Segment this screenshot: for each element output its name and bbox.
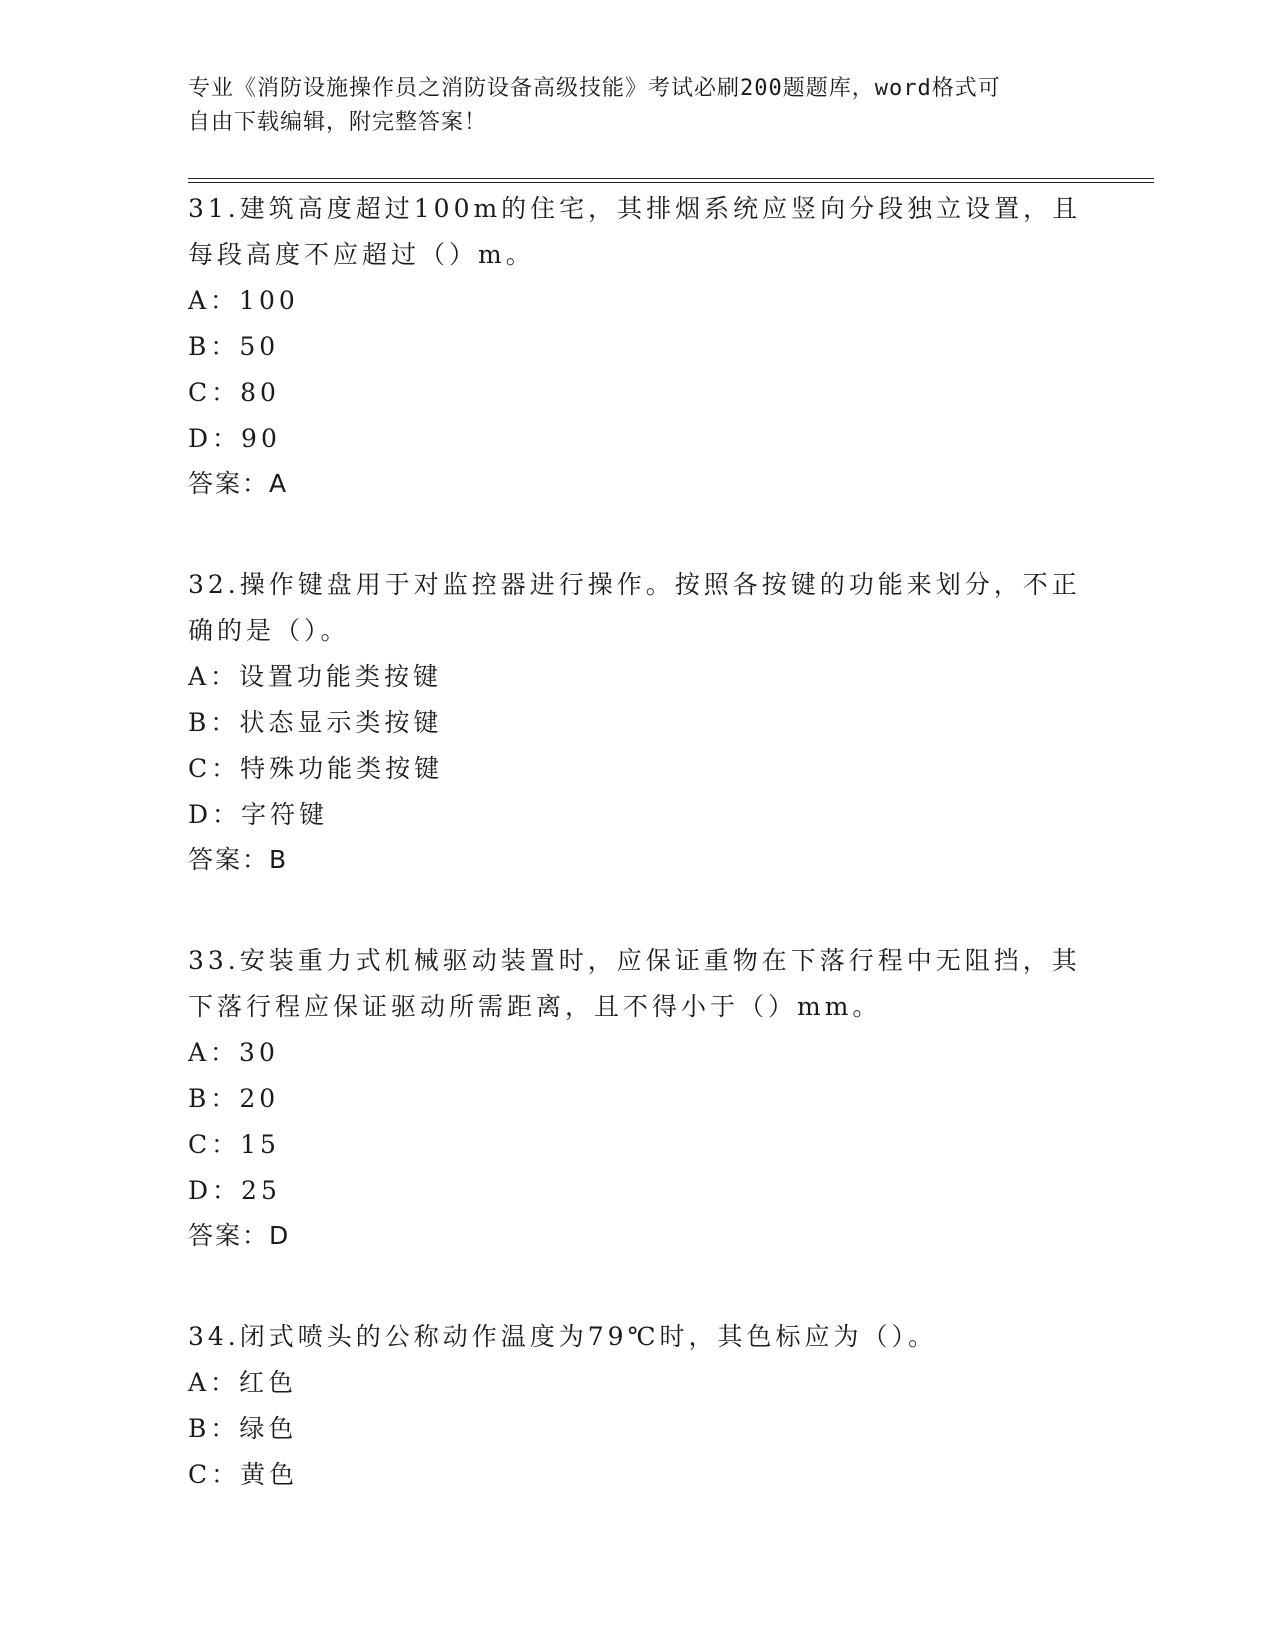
option-a: A：100 bbox=[188, 286, 299, 315]
header-line-1: 专业《消防设施操作员之消防设备高级技能》考试必刷200题题库，word格式可 bbox=[188, 76, 1001, 101]
option-b: B：50 bbox=[188, 332, 280, 361]
question-stem-line: 31.建筑高度超过100m的住宅，其排烟系统应竖向分段独立设置，且 bbox=[188, 194, 1082, 223]
option-a: A：30 bbox=[188, 1038, 279, 1067]
question-stem-line: 33.安装重力式机械驱动装置时，应保证重物在下落行程中无阻挡，其 bbox=[188, 946, 1081, 975]
question-stem bbox=[188, 562, 1088, 654]
option-c: C：15 bbox=[188, 1130, 280, 1159]
question-stem-line: 32.操作键盘用于对监控器进行操作。按照各按键的功能来划分，不正 bbox=[188, 570, 1081, 599]
question-stem-line: 下落行程应保证驱动所需距离，且不得小于（）mm。 bbox=[188, 992, 882, 1021]
answer: 答案：A bbox=[188, 469, 289, 498]
option-a: A：设置功能类按键 bbox=[188, 662, 443, 691]
answer: 答案：B bbox=[188, 845, 289, 874]
question-33 bbox=[188, 938, 1088, 1258]
option-d: D：90 bbox=[188, 424, 281, 453]
question-32 bbox=[188, 562, 1088, 882]
question-stem-line: 每段高度不应超过（）m。 bbox=[188, 240, 535, 269]
question-stem bbox=[188, 938, 1088, 1030]
question-spacer bbox=[188, 1258, 1088, 1314]
option-b: B：状态显示类按键 bbox=[188, 708, 443, 737]
question-stem bbox=[188, 186, 1088, 278]
document-header bbox=[188, 72, 1088, 140]
header-divider bbox=[188, 178, 1154, 183]
question-spacer bbox=[188, 882, 1088, 938]
question-list bbox=[188, 186, 1088, 1498]
header-line-2: 自由下载编辑，附完整答案！ bbox=[188, 110, 488, 135]
option-c: C：黄色 bbox=[188, 1460, 299, 1489]
question-34 bbox=[188, 1314, 1088, 1498]
option-a: A：红色 bbox=[188, 1368, 298, 1397]
option-c: C：80 bbox=[188, 378, 280, 407]
option-b: B：20 bbox=[188, 1084, 280, 1113]
option-b: B：绿色 bbox=[188, 1414, 298, 1443]
option-d: D：25 bbox=[188, 1176, 281, 1205]
question-stem-line: 确的是（）。 bbox=[188, 616, 350, 645]
question-spacer bbox=[188, 506, 1088, 562]
option-d: D：字符键 bbox=[188, 800, 329, 829]
question-stem bbox=[188, 1314, 1088, 1360]
option-c: C：特殊功能类按键 bbox=[188, 754, 444, 783]
question-31 bbox=[188, 186, 1088, 506]
question-stem-line: 34.闭式喷头的公称动作温度为79℃时，其色标应为（）。 bbox=[188, 1322, 938, 1351]
answer: 答案：D bbox=[188, 1221, 291, 1250]
